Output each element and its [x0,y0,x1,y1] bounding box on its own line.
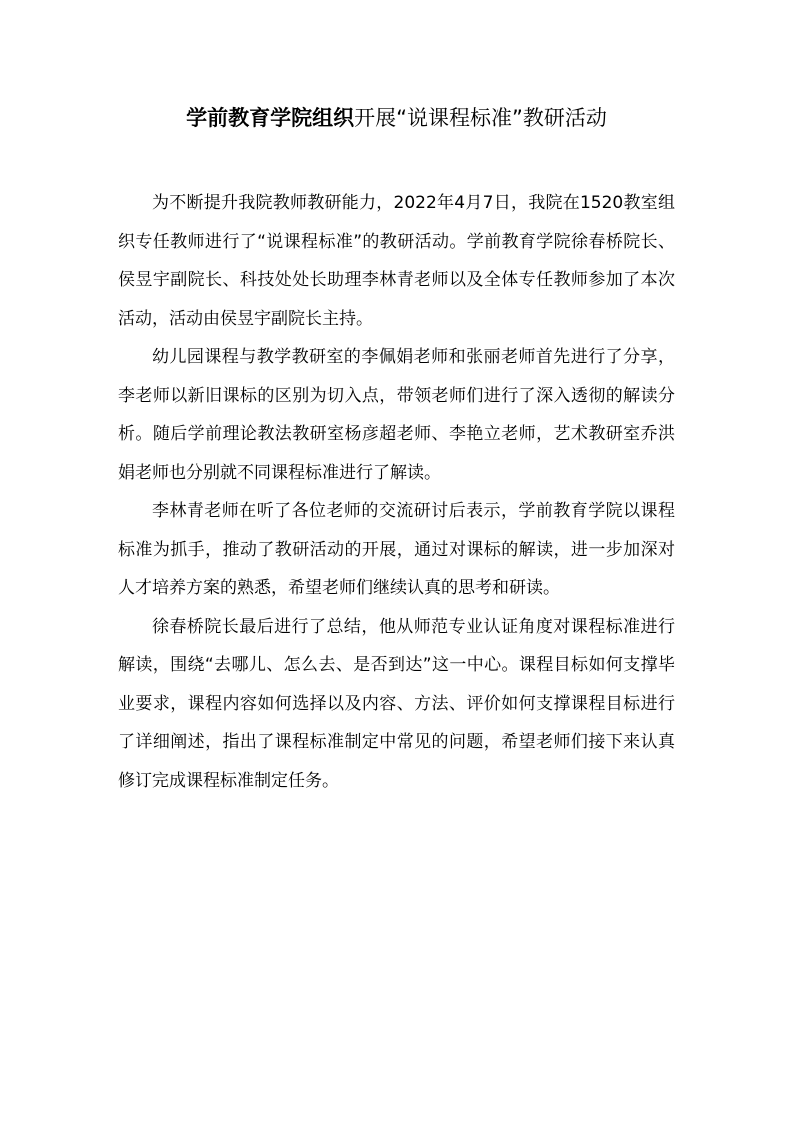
document-body [118,184,675,800]
document-title [118,100,675,136]
title-bold-part: 学前教育学院组织 [186,106,355,130]
paragraph-2: 幼儿园课程与教学教研室的李佩娟老师和张丽老师首先进行了分享，李老师以新旧课标的区别为切入点，带领老师们进行了深入透彻的解读分析。随后学前理论教法教研室杨彦超老师、李艳立老师，艺术教研室乔洪娟老师也分别就不同课程标准进行了解读。 [118,347,675,483]
paragraph-1: 为不断提升我院教师教研能力，2022年4月7日，我院在1520教室组织专任教师进行了“说课程标准”的教研活动。学前教育学院徐春桥院长、侯昱宇副院长、科技处处长助理李林青老师以及全体专任教师参加了本次活动，活动由侯昱宇副院长主持。 [118,193,675,329]
title-regular-part: 开展“说课程标准”教研活动 [354,106,607,130]
paragraph-4: 徐春桥院长最后进行了总结，他从师范专业认证角度对课程标准进行解读，围绕“去哪儿、怎么去、是否到达”这一中心。课程目标如何支撑毕业要求，课程内容如何选择以及内容、方法、评价如何支撑课程目标进行了详细阐述，指出了课程标准制定中常见的问题，希望老师们接下来认真修订完成课程标准制定任务。 [118,616,675,791]
paragraph-3: 李林青老师在听了各位老师的交流研讨后表示，学前教育学院以课程标准为抓手，推动了教研活动的开展，通过对课标的解读，进一步加深对人才培养方案的熟悉，希望老师们继续认真的思考和研读。 [118,501,675,598]
